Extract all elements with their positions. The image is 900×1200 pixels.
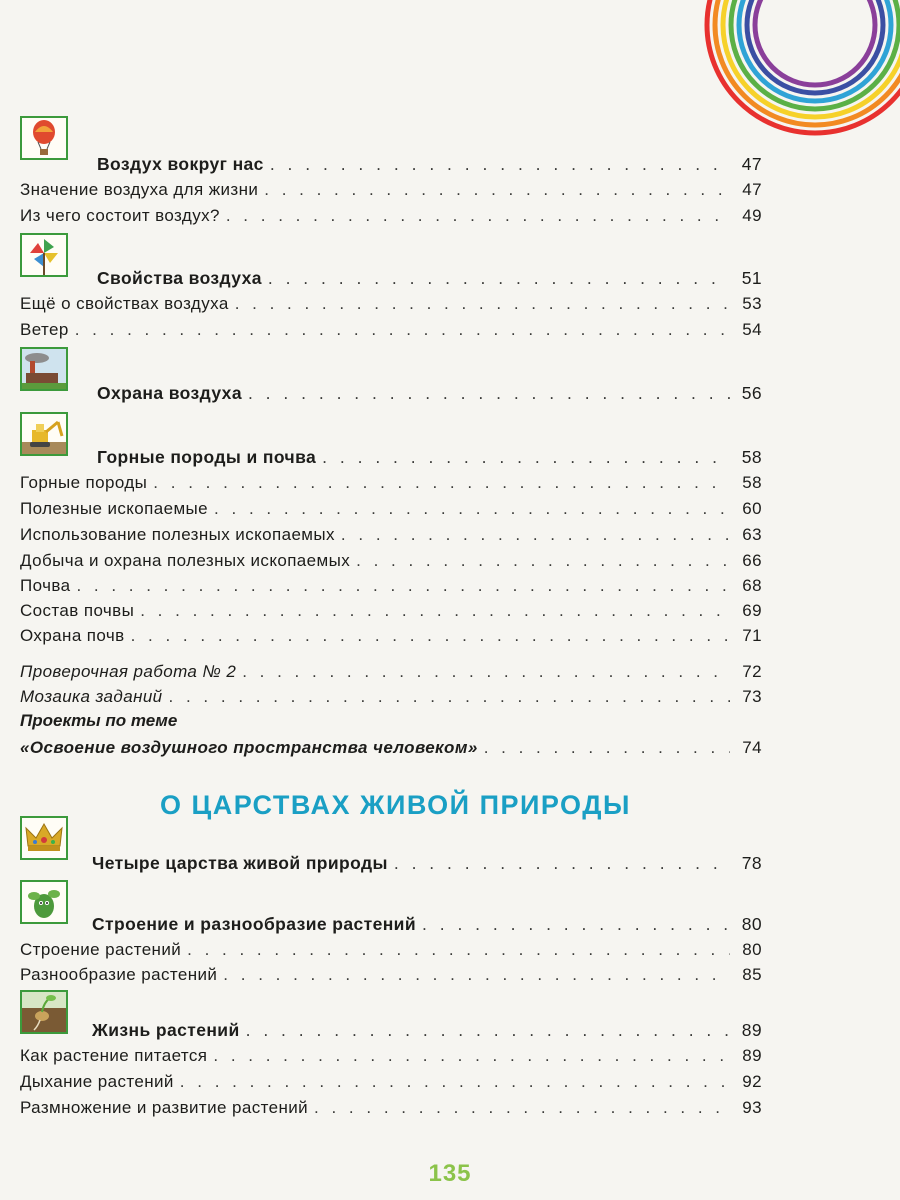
toc-entry[interactable]: Ещё о свойствах воздуха . . . 53 — [20, 294, 762, 320]
toc-entry[interactable]: Проверочная работа № 2 . . . 72 — [20, 662, 762, 688]
projects-heading: Проекты по теме — [20, 711, 178, 730]
toc-entry[interactable]: Горные породы и почва . . . 58 — [97, 447, 762, 473]
plant-creature-icon — [20, 880, 68, 924]
toc-entry[interactable]: Состав почвы . . . 69 — [20, 601, 762, 627]
toc-entry[interactable]: Строение и разнообразие растений . . . 80 — [92, 914, 762, 940]
toc-entry[interactable]: Горные породы . . . 58 — [20, 473, 762, 499]
toc-entry[interactable]: Дыхание растений . . . 92 — [20, 1072, 762, 1098]
toc-entry[interactable]: Использование полезных ископаемых . . . 63 — [20, 525, 762, 551]
toc-entry[interactable]: «Освоение воздушного пространства человеком» . . . 74 — [20, 738, 762, 764]
toc-entry[interactable]: Строение растений . . . 80 — [20, 940, 762, 966]
pinwheel-icon — [20, 233, 68, 277]
section-title: О ЦАРСТВАХ ЖИВОЙ ПРИРОДЫ — [160, 790, 631, 820]
toc-entry[interactable]: Разнообразие растений . . . 85 — [20, 965, 762, 991]
page-number: 135 — [428, 1160, 472, 1187]
toc-entry[interactable]: Из чего состоит воздух? . . . 49 — [20, 206, 762, 232]
hot-air-balloon-icon — [20, 116, 68, 160]
toc-entry[interactable]: Размножение и развитие растений . . . 93 — [20, 1098, 762, 1124]
toc-entry[interactable]: Почва . . . 68 — [20, 576, 762, 602]
crown-icon — [20, 816, 68, 860]
toc-entry[interactable]: Добыча и охрана полезных ископаемых . . . 66 — [20, 551, 762, 577]
toc-entry[interactable]: Ветер . . . 54 — [20, 320, 762, 346]
toc-entry[interactable]: Охрана почв . . . 71 — [20, 626, 762, 652]
toc-entry[interactable]: Полезные ископаемые . . . 60 — [20, 499, 762, 525]
toc-entry[interactable]: Как растение питается . . . 89 — [20, 1046, 762, 1072]
toc-entry[interactable]: Мозаика заданий . . . 73 — [20, 687, 762, 713]
excavator-icon — [20, 412, 68, 456]
toc-entry[interactable]: Значение воздуха для жизни . . . 47 — [20, 180, 762, 206]
toc-entry[interactable]: Свойства воздуха . . . 51 — [97, 268, 762, 294]
factory-icon — [20, 347, 68, 391]
sprouting-seed-icon — [20, 990, 68, 1034]
toc-entry[interactable]: Жизнь растений . . . 89 — [92, 1020, 762, 1046]
toc-entry[interactable]: Охрана воздуха . . . 56 — [97, 383, 762, 409]
toc-entry[interactable]: Четыре царства живой природы . . . 78 — [92, 853, 762, 879]
toc-entry[interactable]: Воздух вокруг нас . . . 47 — [97, 154, 762, 180]
